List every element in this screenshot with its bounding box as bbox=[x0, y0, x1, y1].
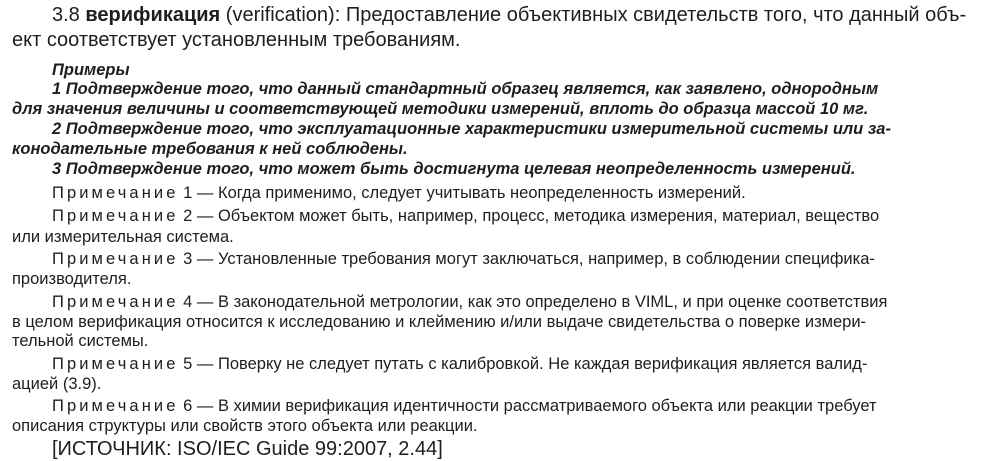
example-line: 1 Подтверждение того, что данный стандартный образец является, как заявлено, однородным bbox=[52, 80, 879, 98]
note-number: 4 bbox=[183, 293, 193, 311]
note-4 bbox=[52, 294, 887, 311]
example-line: 3 Подтверждение того, что может быть достигнута целевая неопределенность измерений. bbox=[52, 160, 856, 178]
note-number: 5 bbox=[183, 355, 193, 373]
note-3 bbox=[52, 251, 875, 268]
note-continuation: ацией (3.9). bbox=[12, 375, 102, 393]
note-continuation: тельной системы. bbox=[12, 332, 149, 350]
term-definition-text: (verification): Предоставление объективных свидетельств того, что данный объ- bbox=[225, 4, 967, 26]
note-2 bbox=[52, 208, 879, 225]
note-number: 1 bbox=[183, 184, 193, 202]
source-reference: [ИСТОЧНИК: ISO/IEC Guide 99:2007, 2.44] bbox=[52, 438, 443, 460]
note-label: Примечание bbox=[52, 184, 179, 202]
example-line: для значения величины и соответствующей методики измерений, вплоть до образца массой 10 мг. bbox=[12, 100, 869, 118]
examples-heading: Примеры bbox=[52, 61, 130, 79]
note-continuation: в целом верификация относится к исследованию и клеймению и/или выдаче свидетельства о поверке измери- bbox=[12, 313, 867, 331]
note-text: — Когда применимо, следует учитывать неопределенность измерений. bbox=[196, 184, 746, 202]
note-continuation: описания структуры или свойств этого объекта или реакции. bbox=[12, 417, 478, 435]
example-line: конодательные требования к ней соблюдены. bbox=[12, 140, 408, 158]
note-label: Примечание bbox=[52, 397, 179, 415]
note-1 bbox=[52, 185, 746, 202]
term-definition-line-2: ект соответствует установленным требованиям. bbox=[12, 29, 461, 51]
note-label: Примечание bbox=[52, 250, 179, 268]
note-6 bbox=[52, 398, 877, 415]
note-5 bbox=[52, 356, 867, 373]
note-label: Примечание bbox=[52, 293, 179, 311]
note-text: — В законодательной метрологии, как это определено в VIML, и при оценке соответствия bbox=[196, 293, 888, 311]
note-text: — Установленные требования могут заключаться, например, в соблюдении специфика- bbox=[196, 250, 875, 268]
note-text: — Поверку не следует путать с калибровкой. Не каждая верификация является валид- bbox=[196, 355, 868, 373]
note-label: Примечание bbox=[52, 207, 179, 225]
note-number: 2 bbox=[183, 207, 193, 225]
note-continuation: производителя. bbox=[12, 270, 132, 288]
term-word: верификация bbox=[85, 4, 221, 26]
note-label: Примечание bbox=[52, 355, 179, 373]
note-text: — Объектом может быть, например, процесс, методика измерения, материал, вещество bbox=[196, 207, 880, 225]
term-definition-line-1 bbox=[52, 5, 966, 25]
term-number: 3.8 bbox=[52, 4, 80, 26]
note-number: 3 bbox=[183, 250, 193, 268]
note-continuation: или измерительная система. bbox=[12, 228, 234, 246]
example-line: 2 Подтверждение того, что эксплуатационные характеристики измерительной системы или за- bbox=[52, 120, 891, 138]
note-number: 6 bbox=[183, 397, 193, 415]
note-text: — В химии верификация идентичности рассматриваемого объекта или реакции требует bbox=[196, 397, 877, 415]
